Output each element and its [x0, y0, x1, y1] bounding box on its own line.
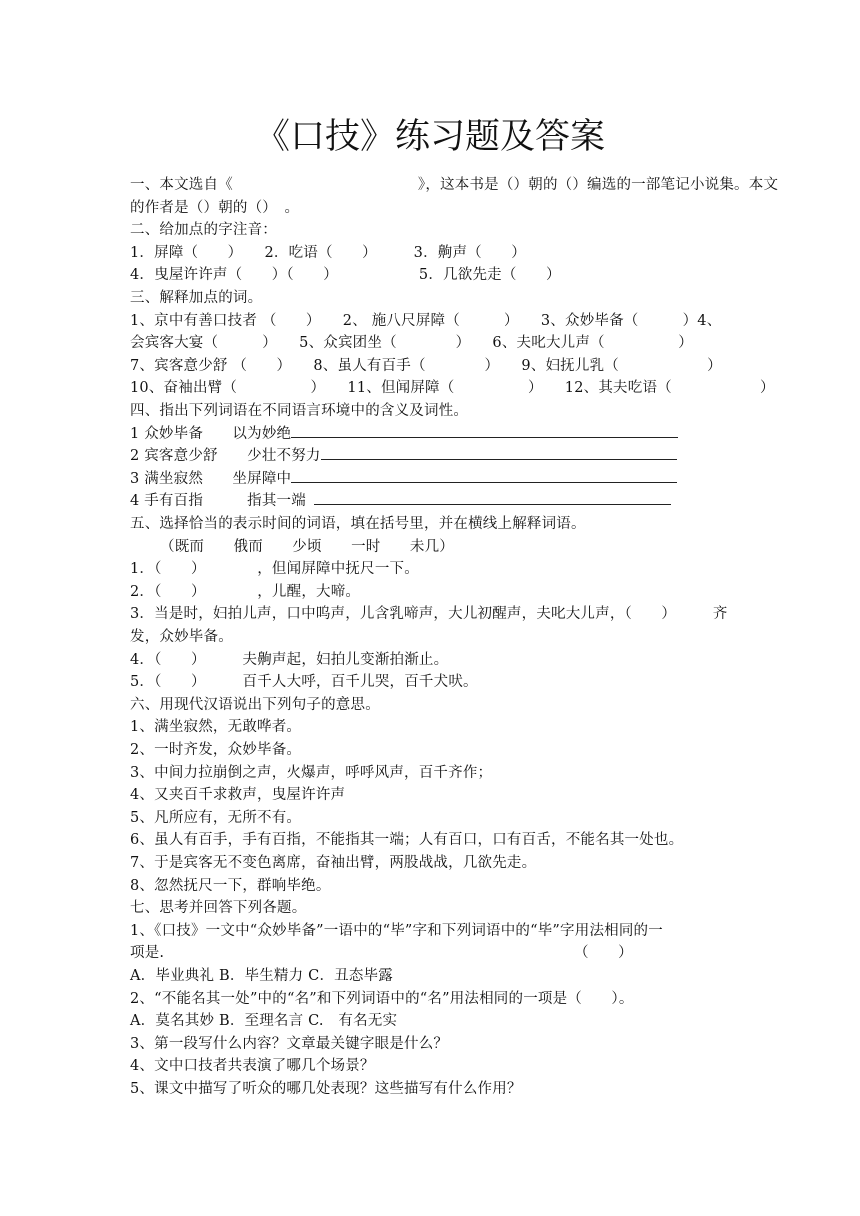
section-5-line-4: 4．（ ） 夫齁声起，妇拍儿变渐拍渐止。	[130, 652, 449, 668]
section-4-item-text: 2 宾客意少舒 少壮不努力	[130, 448, 321, 464]
section-5-line-3: 3．当是时，妇拍儿声，口中呜声，儿含乳啼声，大儿初醒声，夫叱大儿声，（ ） 齐	[130, 606, 728, 622]
time-word-options: （既而 俄而 少顷 一时 未几）	[160, 539, 454, 555]
answer-line[interactable]	[291, 425, 678, 438]
section-6-heading: 六、用现代汉语说出下列句子的意思。	[130, 697, 380, 713]
section-4-item	[130, 468, 677, 490]
section-1-line-1	[130, 174, 778, 196]
section-2-heading: 二、给加点的字注音：	[130, 222, 277, 238]
section-3-line-4: 10、奋袖出臂（ ） 11、但闻屏障（ ） 12、其夫吃语（ ）	[130, 380, 775, 396]
section-3-line-2: 会宾客大宴（ ） 5、众宾团坐（ ） 6、夫叱大儿声（ ）	[130, 335, 693, 351]
section-1-head: 一、本文选自《	[130, 177, 233, 193]
answer-line[interactable]	[291, 470, 677, 483]
section-7-heading: 七、思考并回答下列各题。	[130, 900, 307, 916]
question-2: 2、“不能名其一处”中的“名”和下列词语中的“名”用法相同的一项是（ ）。	[130, 991, 634, 1007]
section-1-line-2: 的作者是（）朝的（） 。	[130, 200, 300, 216]
section-2-line-2: 4．曳屋许许声（ ）（ ） 5．几欲先走（ ）	[130, 267, 561, 283]
section-6-item: 2、一时齐发，众妙毕备。	[130, 742, 302, 758]
question-1-options: A．毕业典礼 B．毕生精力 C．丑态毕露	[130, 968, 393, 984]
section-4-item	[130, 423, 678, 445]
section-2-line-1: 1．屏障（ ） 2．吃语（ ） 3．齁声（ ）	[130, 245, 526, 261]
answer-line[interactable]	[314, 492, 671, 505]
section-4-item	[130, 490, 671, 512]
section-4-heading: 四、指出下列词语在不同语言环境中的含义及词性。	[130, 403, 469, 419]
question-1-line-2: 项是.	[130, 945, 165, 961]
question-5: 5、课文中描写了听众的哪几处表现？这些描写有什么作用？	[130, 1081, 522, 1097]
answer-line[interactable]	[321, 447, 677, 460]
section-4-item-text: 3 满坐寂然 坐屏障中	[130, 471, 292, 487]
page-title: 《口技》练习题及答案	[254, 117, 605, 157]
question-1-line-1: 1、《口技》一文中“众妙毕备”一语中的“毕”字和下列词语中的“毕”字用法相同的一	[130, 923, 663, 939]
section-5-line-2: 2．（ ） ，儿醒，大啼。	[130, 584, 361, 600]
section-6-item: 3、中间力拉崩倒之声，火爆声，呼呼风声，百千齐作；	[130, 765, 493, 781]
section-4-item-text: 1 众妙毕备 以为妙绝	[130, 426, 292, 442]
section-4-item	[130, 445, 677, 467]
section-4-item-text: 4 手有百指 指其一端	[130, 493, 306, 509]
section-6-item: 1、满坐寂然，无敢哗者。	[130, 719, 302, 735]
section-5-line-5: 5．（ ） 百千人大呼，百千儿哭，百千犬吠。	[130, 674, 478, 690]
section-3-heading: 三、解释加点的词。	[130, 290, 263, 306]
question-3: 3、第一段写什么内容？文章最关键字眼是什么？	[130, 1036, 449, 1052]
section-3-line-1: 1、京中有善口技者 （ ） 2、 施八尺屏障（ ） 3、众妙毕备（ ）4、	[130, 313, 722, 329]
section-6-item: 5、凡所应有，无所不有。	[130, 810, 302, 826]
section-1-head-continued: 》，这本书是（）朝的（）编选的一部笔记小说集。本文	[417, 177, 779, 193]
section-5-line-3-continued: 发，众妙毕备。	[130, 629, 233, 645]
section-6-item: 6、虽人有百手，手有百指，不能指其一端；人有百口，口有百舌，不能名其一处也。	[130, 832, 684, 848]
section-5-heading: 五、选择恰当的表示时间的词语，填在括号里，并在横线上解释词语。	[130, 516, 586, 532]
question-2-options: A．莫名其妙 B．至理名言 C. 有名无实	[130, 1013, 398, 1029]
section-6-item: 8、忽然抚尺一下，群响毕绝。	[130, 878, 331, 894]
question-1-answer-paren: （ ）	[574, 945, 633, 961]
question-4: 4、文中口技者共表演了哪几个场景？	[130, 1058, 375, 1074]
section-6-item: 4、又夹百千求救声，曳屋许许声	[130, 787, 346, 803]
section-6-item: 7、于是宾客无不变色离席，奋袖出臂，两股战战，几欲先走。	[130, 855, 537, 871]
section-3-line-3: 7、宾客意少舒 （ ） 8、虽人有百手（ ） 9、妇抚儿乳（ ）	[130, 358, 722, 374]
section-5-line-1: 1．（ ） ，但闻屏障中抚尺一下。	[130, 561, 419, 577]
